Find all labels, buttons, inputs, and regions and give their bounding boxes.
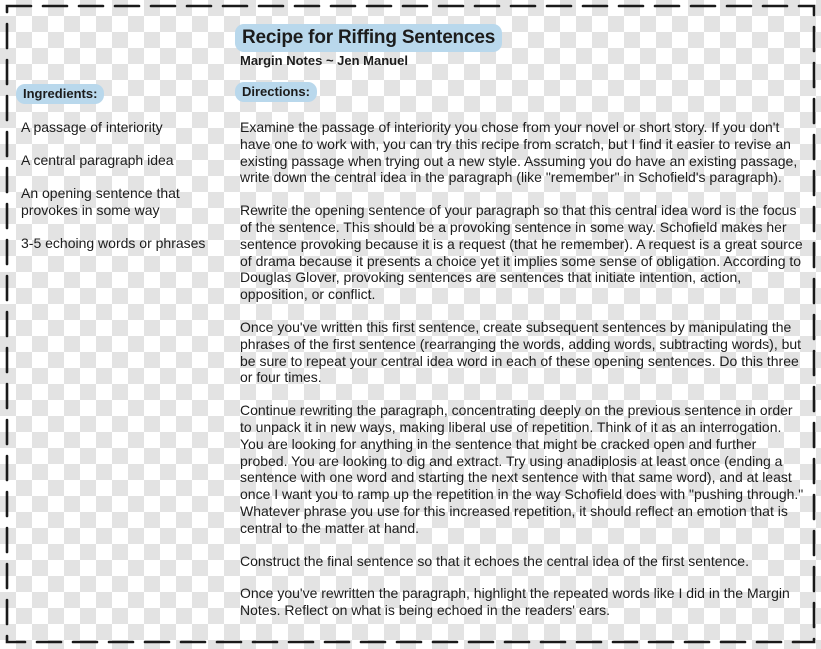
direction-paragraph: Examine the passage of interiority you chose from your novel or short story. If you don't have one to work with, you can try this recipe from scratch, but I find it easier to revise an existing passage when trying out a new style. Assuming you do have an existing passage, write down the central idea in the paragraph (like "remember" in Schofield's paragraph). <box>240 119 798 186</box>
ingredient-item: An opening sentence that provokes in some way <box>21 185 180 218</box>
direction-paragraph: Once you've written this first sentence, create subsequent sentences by manipulating the phrases of the first sentence (rearranging the words, adding words, subtracting words), but be sure to repeat your central idea word in each of these opening sentences. Do this three or four times. <box>240 318 802 386</box>
header <box>240 24 502 68</box>
direction-paragraph: Continue rewriting the paragraph, concentrating deeply on the previous sentence in order to unpack it in new ways, making liberal use of repetition. Think of it as an interrogation. You are looking for anything in the sentence that might be cracked open and further probed. You are looking to dig and extract. Try using anadiplosis at least once (ending a sentence with one word and starting the next sentence with that same word), and at least once I want you to ramp up the repetition in the way Schofield does with "pushing through." Whatever phrase you use for this increased repetition, it should reflect an emotion that is central to the matter at hand. <box>240 402 804 536</box>
ingredient-item: 3-5 echoing words or phrases <box>21 235 206 251</box>
ingredient-item: A central paragraph idea <box>21 152 174 168</box>
directions-body <box>240 119 805 635</box>
direction-paragraph: Rewrite the opening sentence of your paragraph so that this central idea word is the focus of the sentence. This should be a provoking sentence in some way. Schofield makes her sentence provoking because it is a request (that he remember). A request is a great source of drama because it presents a choice yet it implies some sense of obligation. According to Douglas Glover, provoking sentences are sentences that initiate intention, action, opposition, or conflict. <box>240 202 803 303</box>
direction-paragraph: Once you've rewritten the paragraph, highlight the repeated words like I did in the Margin Notes. Reflect on what is being echoed in the readers' ears. <box>240 585 790 619</box>
ingredients-heading-highlight <box>16 84 104 104</box>
directions-heading-text: Directions: <box>242 84 310 99</box>
direction-paragraph: Construct the final sentence so that it echoes the central idea of the first sentence. <box>240 552 749 569</box>
ingredients-list <box>21 119 221 268</box>
recipe-title <box>240 24 502 52</box>
ingredient-item: A passage of interiority <box>21 119 163 135</box>
directions-heading <box>240 82 317 102</box>
recipe-subtitle: Margin Notes ~ Jen Manuel <box>240 53 408 68</box>
directions-heading-highlight <box>235 82 317 102</box>
ingredients-heading <box>21 84 104 104</box>
ingredients-heading-text: Ingredients: <box>23 86 98 101</box>
title-highlight <box>235 24 502 52</box>
title-text: Recipe for Riffing Sentences <box>242 27 496 48</box>
